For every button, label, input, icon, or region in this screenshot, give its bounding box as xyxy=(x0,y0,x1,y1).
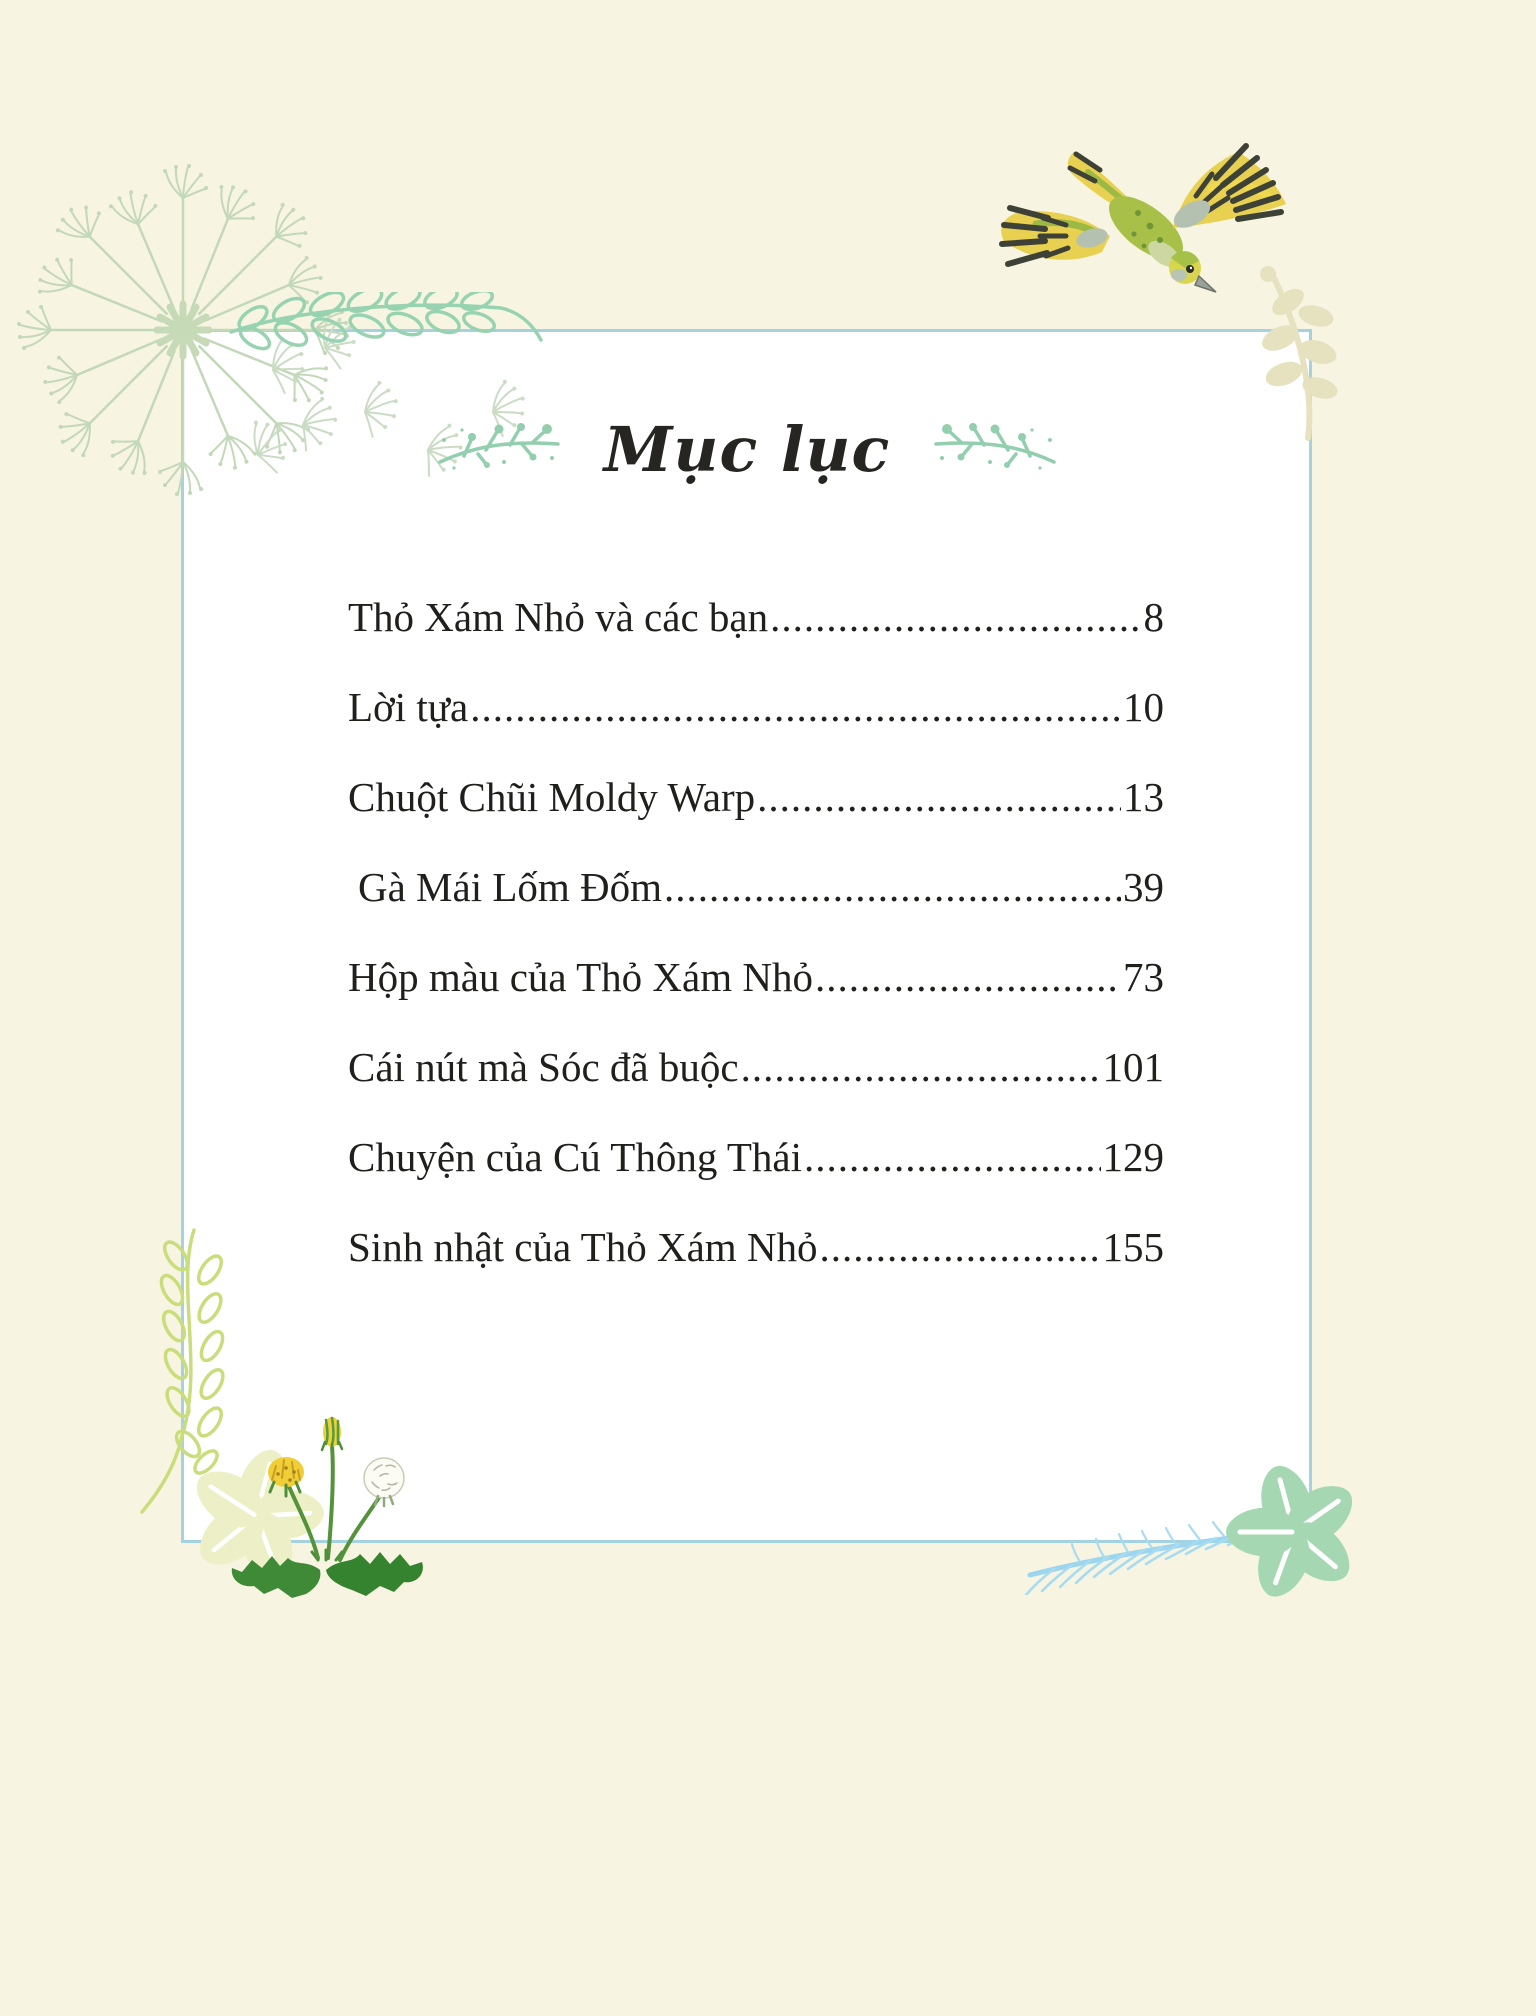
toc-entry-title: Gà Mái Lốm Đốm xyxy=(358,864,663,910)
toc-entry-title: Chuyện của Cú Thông Thái xyxy=(348,1134,802,1180)
toc-entry xyxy=(348,1224,1164,1317)
toc-entry-page: 129 xyxy=(1102,1134,1164,1180)
toc-entry xyxy=(348,954,1164,1047)
toc-entry-title: Lời tựa xyxy=(348,684,469,730)
toc-entry xyxy=(348,1044,1164,1137)
page-title-row xyxy=(183,398,1311,502)
toc-entry-page: 155 xyxy=(1102,1224,1164,1270)
toc-entry-page: 13 xyxy=(1123,774,1164,820)
toc-entry-title: Sinh nhật của Thỏ Xám Nhỏ xyxy=(348,1224,818,1270)
toc-entry-page: 39 xyxy=(1123,864,1164,910)
dot-leader xyxy=(815,957,1121,998)
dot-leader xyxy=(820,1227,1101,1268)
toc-entry-title: Thỏ Xám Nhỏ và các bạn xyxy=(348,594,769,640)
dot-leader xyxy=(804,1137,1101,1178)
dot-leader xyxy=(757,777,1121,818)
toc-entry-page: 8 xyxy=(1143,594,1164,640)
toc-entry xyxy=(348,684,1164,777)
page-title: Mục lục xyxy=(603,413,891,486)
toc-entry-title: Hộp màu của Thỏ Xám Nhỏ xyxy=(348,954,813,1000)
dot-leader xyxy=(770,597,1141,638)
dot-leader xyxy=(741,1047,1101,1088)
toc-entry-page: 73 xyxy=(1123,954,1164,1000)
dot-leader xyxy=(664,867,1121,908)
toc-entry xyxy=(348,864,1164,957)
toc-entry-title: Chuột Chũi Moldy Warp xyxy=(348,774,756,820)
dot-leader xyxy=(470,687,1121,728)
berry-sprig-right-icon xyxy=(928,418,1060,482)
toc-entry xyxy=(348,594,1164,687)
toc-entry-page: 101 xyxy=(1102,1044,1164,1090)
toc-entry-title: Cái nút mà Sóc đã buộc xyxy=(348,1044,739,1090)
toc-entry xyxy=(348,774,1164,867)
toc-entry xyxy=(348,1134,1164,1227)
toc-list xyxy=(348,594,1164,1317)
berry-sprig-left-icon xyxy=(434,418,566,482)
flying-bird-icon xyxy=(988,108,1288,313)
toc-entry-page: 10 xyxy=(1123,684,1164,730)
